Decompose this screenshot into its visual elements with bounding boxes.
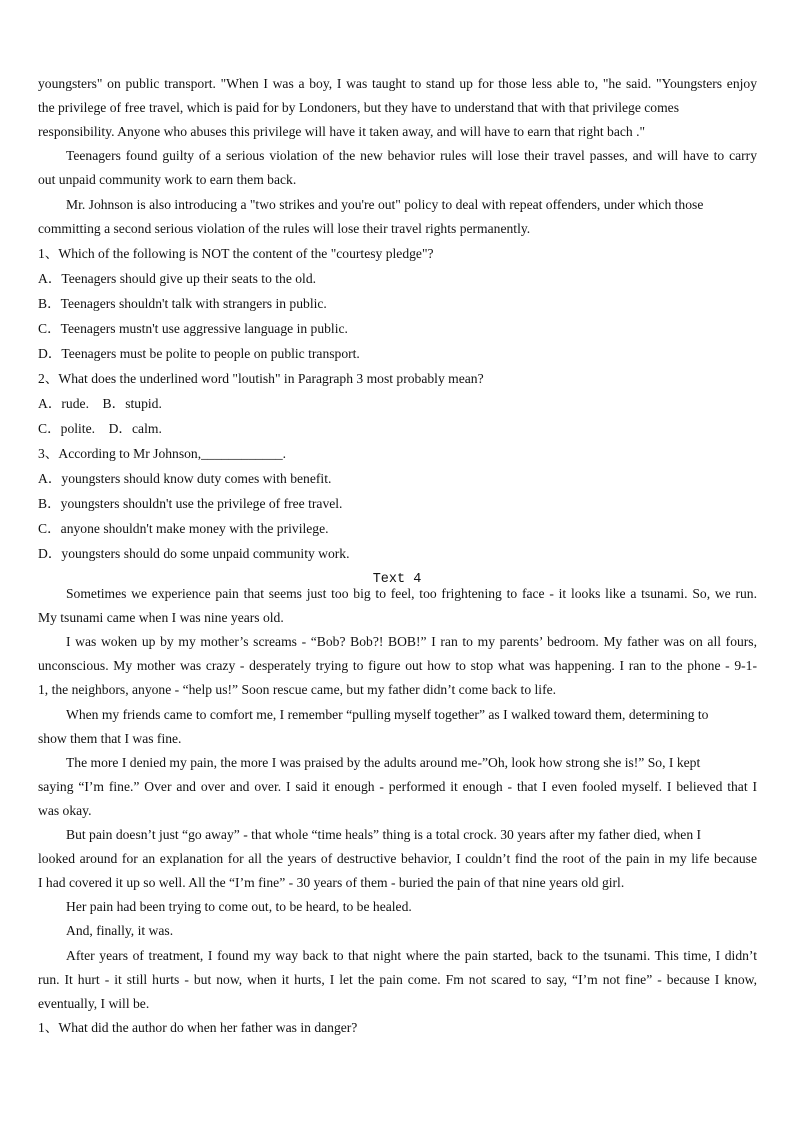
text-line: was okay. <box>38 802 92 818</box>
text-line: looked around for an explanation for all the years of destructive behavior, I couldn’t find the root of the pain in my life because <box>38 851 757 867</box>
question-line: A．youngsters should know duty comes with benefit. <box>38 471 332 486</box>
text-line: 1, the neighbors, anyone - “help us!” Soon rescue came, but my father didn’t come back to life. <box>38 682 557 698</box>
question-line: C．anyone shouldn't make money with the privilege. <box>38 521 329 536</box>
question-line: A．rude. B．stupid. <box>38 396 162 411</box>
text-line: When my friends came to comfort me, I remember “pulling myself together” as I walked toward them, determining to <box>66 706 709 722</box>
text-line: The more I denied my pain, the more I was praised by the adults around me-”Oh, look how strong she is!” So, I kept <box>66 754 701 770</box>
text-line: My tsunami came when I was nine years old. <box>38 610 284 626</box>
text-line: After years of treatment, I found my way back to that night where the pain started, back to the tsunami. This time, I didn’t <box>66 947 757 963</box>
text-line: Sometimes we experience pain that seems just too big to feel, too frightening to face - it looks like a tsunami. So, we run. <box>66 586 757 601</box>
question-line: 1、Which of the following is NOT the content of the "courtesy pledge"? <box>38 246 434 261</box>
text-line: out unpaid community work to earn them back. <box>38 172 297 188</box>
text-4-title: Text 4 <box>372 572 422 587</box>
text-line: But pain doesn’t just “go away” - that whole “time heals” thing is a total crock. 30 years after my father died, when I <box>66 827 702 842</box>
question-line: C．Teenagers mustn't use aggressive language in public. <box>38 321 348 336</box>
text-line: eventually, I will be. <box>38 995 150 1011</box>
question-line: C．polite. D．calm. <box>38 421 162 436</box>
question-line: 1、What did the author do when her father was in danger? <box>38 1020 358 1035</box>
text-line: saying “I’m fine.” Over and over and over. I said it enough - performed it enough - that I even fooled myself. I believed that I <box>38 778 757 794</box>
text-line: Teenagers found guilty of a serious violation of the new behavior rules will lose their travel passes, and will have to carry <box>66 148 757 164</box>
text-line: committing a second serious violation of the rules will lose their travel rights permanently. <box>38 220 531 236</box>
text-line: youngsters" on public transport. "When I was a boy, I was taught to stand up for those less able to, "he said. "Youngsters enjoy <box>38 76 757 91</box>
question-line: A．Teenagers should give up their seats to the old. <box>38 271 317 286</box>
question-line: B．youngsters shouldn't use the privilege of free travel. <box>38 496 343 511</box>
text-line: show them that I was fine. <box>38 730 182 746</box>
text-line: I had covered it up so well. All the “I’m fine” - 30 years of them - buried the pain of that nine years old girl. <box>38 875 625 891</box>
text-line: Her pain had been trying to come out, to be heard, to be healed. <box>66 899 412 915</box>
question-line: B．Teenagers shouldn't talk with strangers in public. <box>38 296 327 311</box>
text-line: And, finally, it was. <box>66 923 174 939</box>
text-line: Mr. Johnson is also introducing a "two strikes and you're out" policy to deal with repeat offenders, under which those <box>66 196 704 212</box>
text-line: the privilege of free travel, which is paid for by Londoners, but they have to understand that with that privilege comes <box>38 100 679 116</box>
text-line: responsibility. Anyone who abuses this privilege will have it taken away, and will have to earn that right bach ." <box>38 124 646 140</box>
question-line: 2、What does the underlined word "loutish" in Paragraph 3 most probably mean? <box>38 371 484 386</box>
question-line: D．youngsters should do some unpaid community work. <box>38 546 350 561</box>
text-line: I was woken up by my mother’s screams - “Bob? Bob?! BOB!” I ran to my parents’ bedroom. My father was on all fours, <box>66 634 757 650</box>
question-line: 3、According to Mr Johnson,____________. <box>38 446 287 461</box>
question-line: D．Teenagers must be polite to people on public transport. <box>38 346 360 361</box>
text-line: unconscious. My mother was crazy - desperately trying to figure out how to stop what was happening. I ran to the phone - 9-1- <box>38 658 757 674</box>
text-line: run. It hurt - it still hurts - but now, when it hurts, I let the pain come. Fm not scared to say, “I’m not fine” - because I know, <box>38 971 757 987</box>
